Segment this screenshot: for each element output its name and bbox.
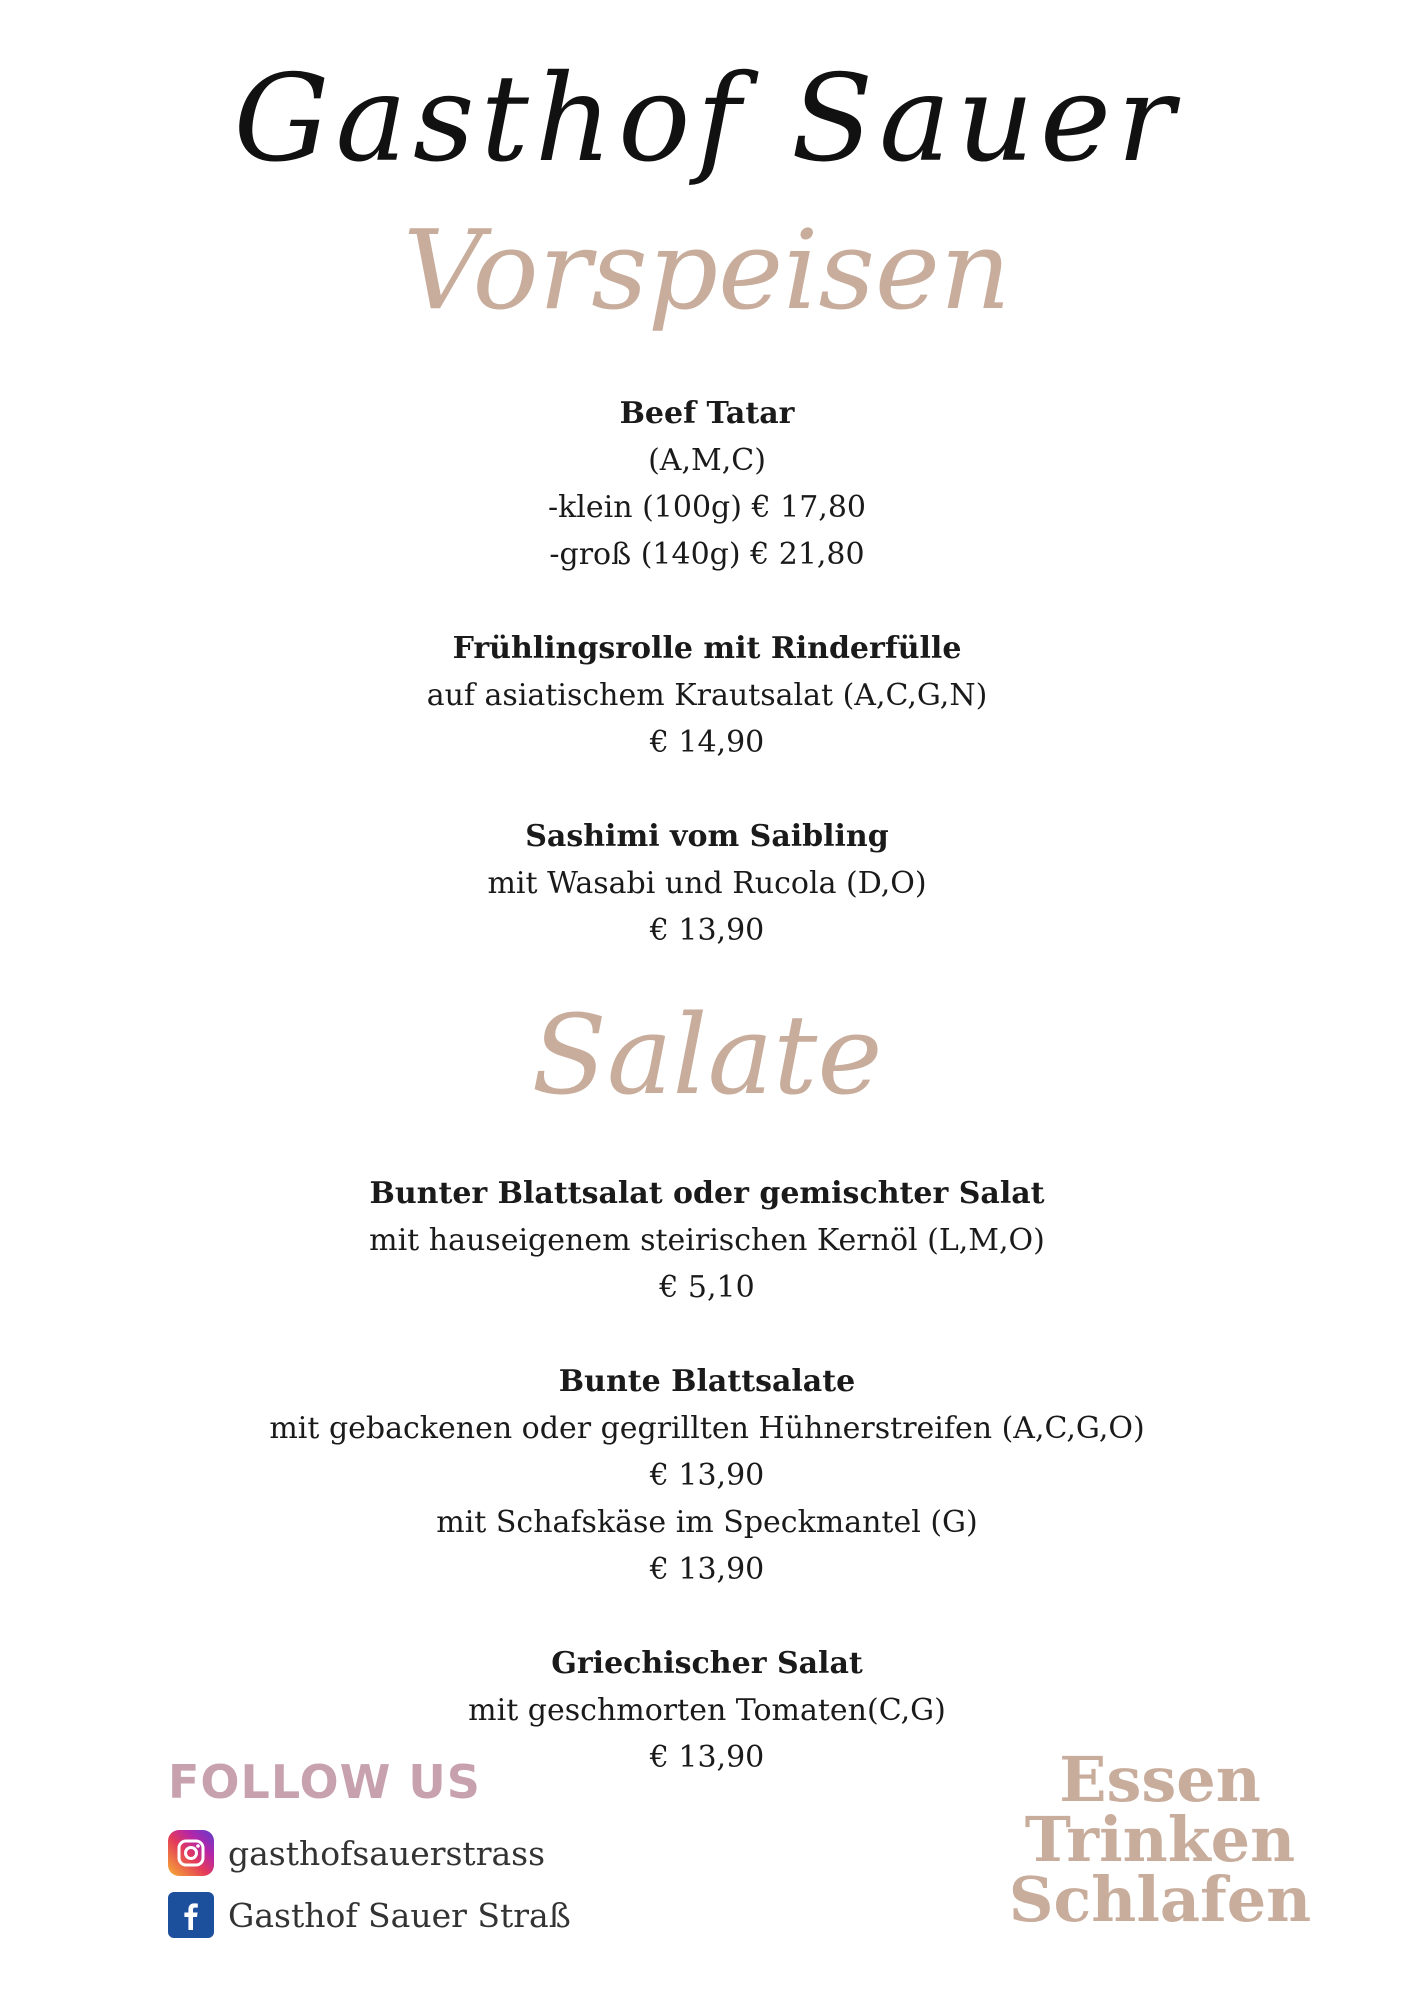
- menu-item-detail: € 14,90: [649, 725, 765, 760]
- logo-wordmark: Gasthof Sauer: [233, 50, 1181, 189]
- menu-item-detail: mit hauseigenem steirischen Kernöl (L,M,O): [369, 1223, 1045, 1258]
- menu-item-name: Bunte Blattsalate: [558, 1364, 856, 1399]
- section-title-vorspeisen: Vorspeisen: [403, 206, 1011, 334]
- menu-item-name: Frühlingsrolle mit Rinderfülle: [452, 631, 962, 666]
- menu-item-detail: mit gebackenen oder gegrillten Hühnerstreifen (A,C,G,O): [269, 1411, 1145, 1446]
- menu-item-detail: mit Schafskäse im Speckmantel (G): [436, 1505, 978, 1540]
- menu-item: [0, 390, 1414, 578]
- menu-item: [0, 813, 1414, 954]
- menu-item-detail: € 5,10: [659, 1270, 755, 1305]
- instagram-link[interactable]: [168, 1830, 545, 1876]
- menu-item: [0, 625, 1414, 766]
- slogan-line: Schlafen: [1008, 1863, 1312, 1936]
- slogan-line: Essen: [1059, 1743, 1261, 1816]
- menu-item-detail: -klein (100g) € 17,80: [547, 490, 867, 525]
- menu-item-detail: mit Wasabi und Rucola (D,O): [487, 866, 927, 901]
- menu-list-vorspeisen: [0, 390, 1414, 1001]
- slogan-line: Trinken: [1024, 1803, 1296, 1876]
- menu-item-detail: € 13,90: [649, 1552, 765, 1587]
- menu-item-name: Griechischer Salat: [551, 1646, 863, 1681]
- menu-item-detail: € 13,90: [649, 1740, 765, 1775]
- menu-item-name: Beef Tatar: [619, 396, 795, 431]
- menu-item: [0, 1358, 1414, 1593]
- menu-item-detail: mit geschmorten Tomaten(C,G): [468, 1693, 946, 1728]
- menu-list-salate: [0, 1170, 1414, 1828]
- menu-item-detail: € 13,90: [649, 913, 765, 948]
- instagram-icon: [168, 1830, 214, 1876]
- menu-item: [0, 1170, 1414, 1311]
- menu-item-name: Sashimi vom Saibling: [525, 819, 889, 854]
- menu-item-detail: € 13,90: [649, 1458, 765, 1493]
- menu-item-detail: auf asiatischem Krautsalat (A,C,G,N): [426, 678, 988, 713]
- menu-item-detail: -groß (140g) € 21,80: [549, 537, 865, 572]
- slogan: [990, 1743, 1330, 1936]
- facebook-icon: [168, 1892, 214, 1938]
- menu-item-detail: (A,M,C): [648, 443, 766, 478]
- follow-us-heading: FOLLOW US: [168, 1755, 481, 1809]
- facebook-link[interactable]: [168, 1892, 571, 1938]
- instagram-handle: gasthofsauerstrass: [228, 1833, 546, 1873]
- section-title-salate: Salate: [531, 991, 883, 1119]
- facebook-handle: Gasthof Sauer Straß: [228, 1895, 571, 1935]
- menu-item-name: Bunter Blattsalat oder gemischter Salat: [369, 1176, 1045, 1211]
